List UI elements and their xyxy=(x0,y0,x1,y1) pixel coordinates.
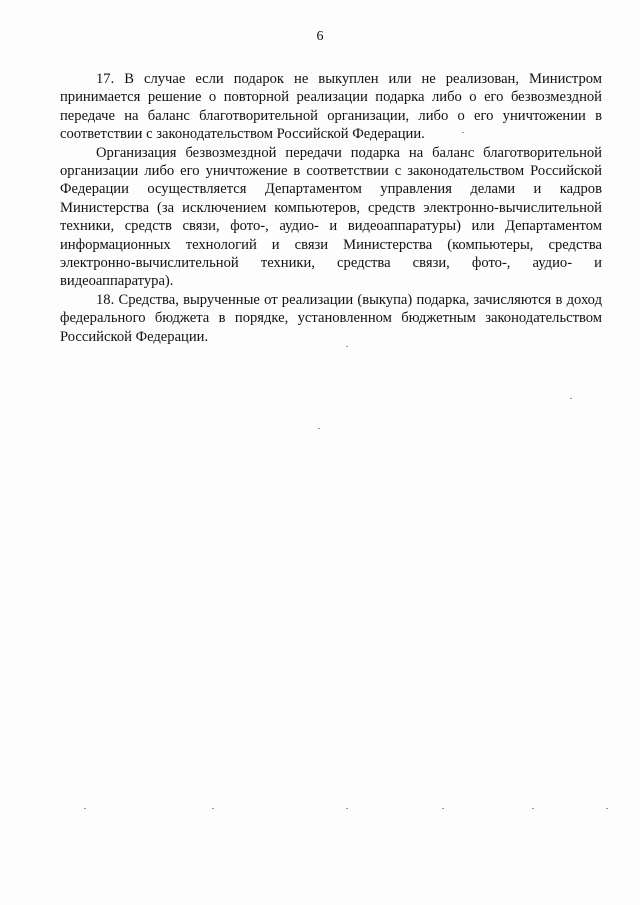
scan-speck xyxy=(606,808,608,809)
scan-speck xyxy=(212,808,214,809)
scan-speck xyxy=(532,808,534,809)
paragraph-disposal-organization: Организация безвозмездной передачи подарка на баланс благотворительной организации либо его уничтожение в соответствии с законодательством Российской Федерации осуществляется Департаментом управления делами и кадров Министерства (за исключением компьютеров, средств электронно-вычислительной техники, средств связи, фото-, аудио- и видеоаппаратуры) или Департаментом информационных технологий и связи Министерства (компьютеры, средства электронно-вычислительной техники, средства связи, фото-, аудио- и видеоаппаратура). xyxy=(60,144,602,290)
scan-speck xyxy=(84,808,86,809)
scan-speck xyxy=(346,346,348,347)
scan-speck xyxy=(462,132,464,133)
scan-speck xyxy=(346,808,348,809)
scan-speck xyxy=(570,398,572,399)
paragraph-17: 17. В случае если подарок не выкуплен или не реализован, Министром принимается решение о повторной реализации подарка либо о его безвозмездной передаче на баланс благотворительной организации, либо о его уничтожении в соответствии с законодательством Российской Федерации. xyxy=(60,71,602,143)
scan-speck xyxy=(442,808,444,809)
scan-speck xyxy=(318,428,320,429)
document-body xyxy=(60,70,602,346)
paragraph-18: 18. Средства, вырученные от реализации (выкупа) подарка, зачисляются в доход федерального бюджета в порядке, установленном бюджетным законодательством Российской Федерации. xyxy=(60,291,602,345)
page-number: 6 xyxy=(316,29,324,44)
